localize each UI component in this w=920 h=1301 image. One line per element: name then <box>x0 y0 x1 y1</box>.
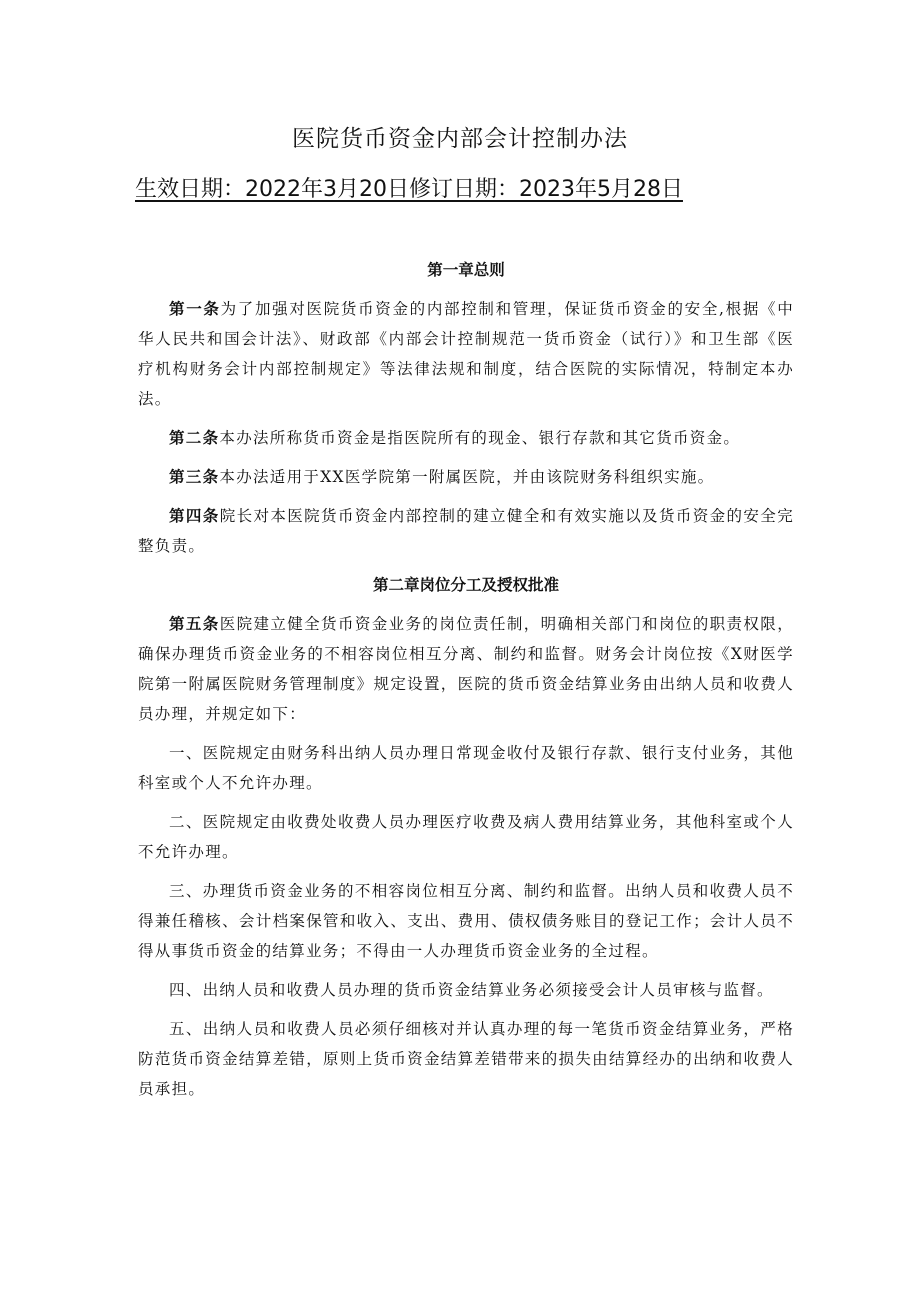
article-text: 为了加强对医院货币资金的内部控制和管理，保证货币资金的安全,根据《中华人民共和国会计法》、财政部《内部会计控制规范一货币资金（试行）》和卫生部《医疗机构财务会计内部控制规定》等法律法规和制度，结合医院的实际情况，特制定本办法。 <box>138 300 794 408</box>
effective-revision-dates: 生效日期：2022年3月20日修订日期：2023年5月28日 <box>135 177 683 202</box>
document-body <box>138 255 794 1113</box>
article-paragraph <box>138 501 794 561</box>
article-text: 本办法所称货币资金是指医院所有的现金、银行存款和其它货币资金。 <box>219 429 741 447</box>
list-item: 一、医院规定由财务科出纳人员办理日常现金收付及银行存款、银行支付业务，其他科室或个人不允许办理。 <box>138 744 794 792</box>
article-paragraph <box>138 423 794 453</box>
article-label: 第一条 <box>169 300 221 318</box>
article-label: 第五条 <box>169 615 220 633</box>
article-paragraph <box>138 609 794 729</box>
article-paragraph <box>138 294 794 414</box>
list-item: 三、办理货币资金业务的不相容岗位相互分离、制约和监督。出纳人员和收费人员不得兼任稽核、会计档案保管和收入、支出、费用、债权债务账目的登记工作；会计人员不得从事货币资金的结算业务；不得由一人办理货币资金业务的全过程。 <box>138 882 794 960</box>
article-label: 第四条 <box>169 507 220 525</box>
article-text: 院长对本医院货币资金内部控制的建立健全和有效实施以及货币资金的安全完整负责。 <box>138 507 794 555</box>
article-label: 第三条 <box>169 468 220 486</box>
article-paragraph <box>138 462 794 492</box>
article-label: 第二条 <box>169 429 220 447</box>
list-item: 四、出纳人员和收费人员办理的货币资金结算业务必须接受会计人员审核与监督。 <box>169 981 774 999</box>
document-title: 医院货币资金内部会计控制办法 <box>292 126 628 152</box>
chapter-heading: 第二章岗位分工及授权批准 <box>372 576 559 594</box>
chapter-heading: 第一章总则 <box>427 261 505 279</box>
list-item: 二、医院规定由收费处收费人员办理医疗收费及病人费用结算业务，其他科室或个人不允许办理。 <box>138 813 794 861</box>
article-text: 本办法适用于XX医学院第一附属医院，并由该院财务科组织实施。 <box>219 468 715 486</box>
article-text: 医院建立健全货币资金业务的岗位责任制，明确相关部门和岗位的职责权限，确保办理货币资金业务的不相容岗位相互分离、制约和监督。财务会计岗位按《X财医学院第一附属医院财务管理制度》规定设置，医院的货币资金结算业务由出纳人员和收费人员办理，并规定如下： <box>138 615 794 723</box>
list-item: 五、出纳人员和收费人员必须仔细核对并认真办理的每一笔货币资金结算业务，严格防范货币资金结算差错，原则上货币资金结算差错带来的损失由结算经办的出纳和收费人员承担。 <box>138 1020 794 1098</box>
